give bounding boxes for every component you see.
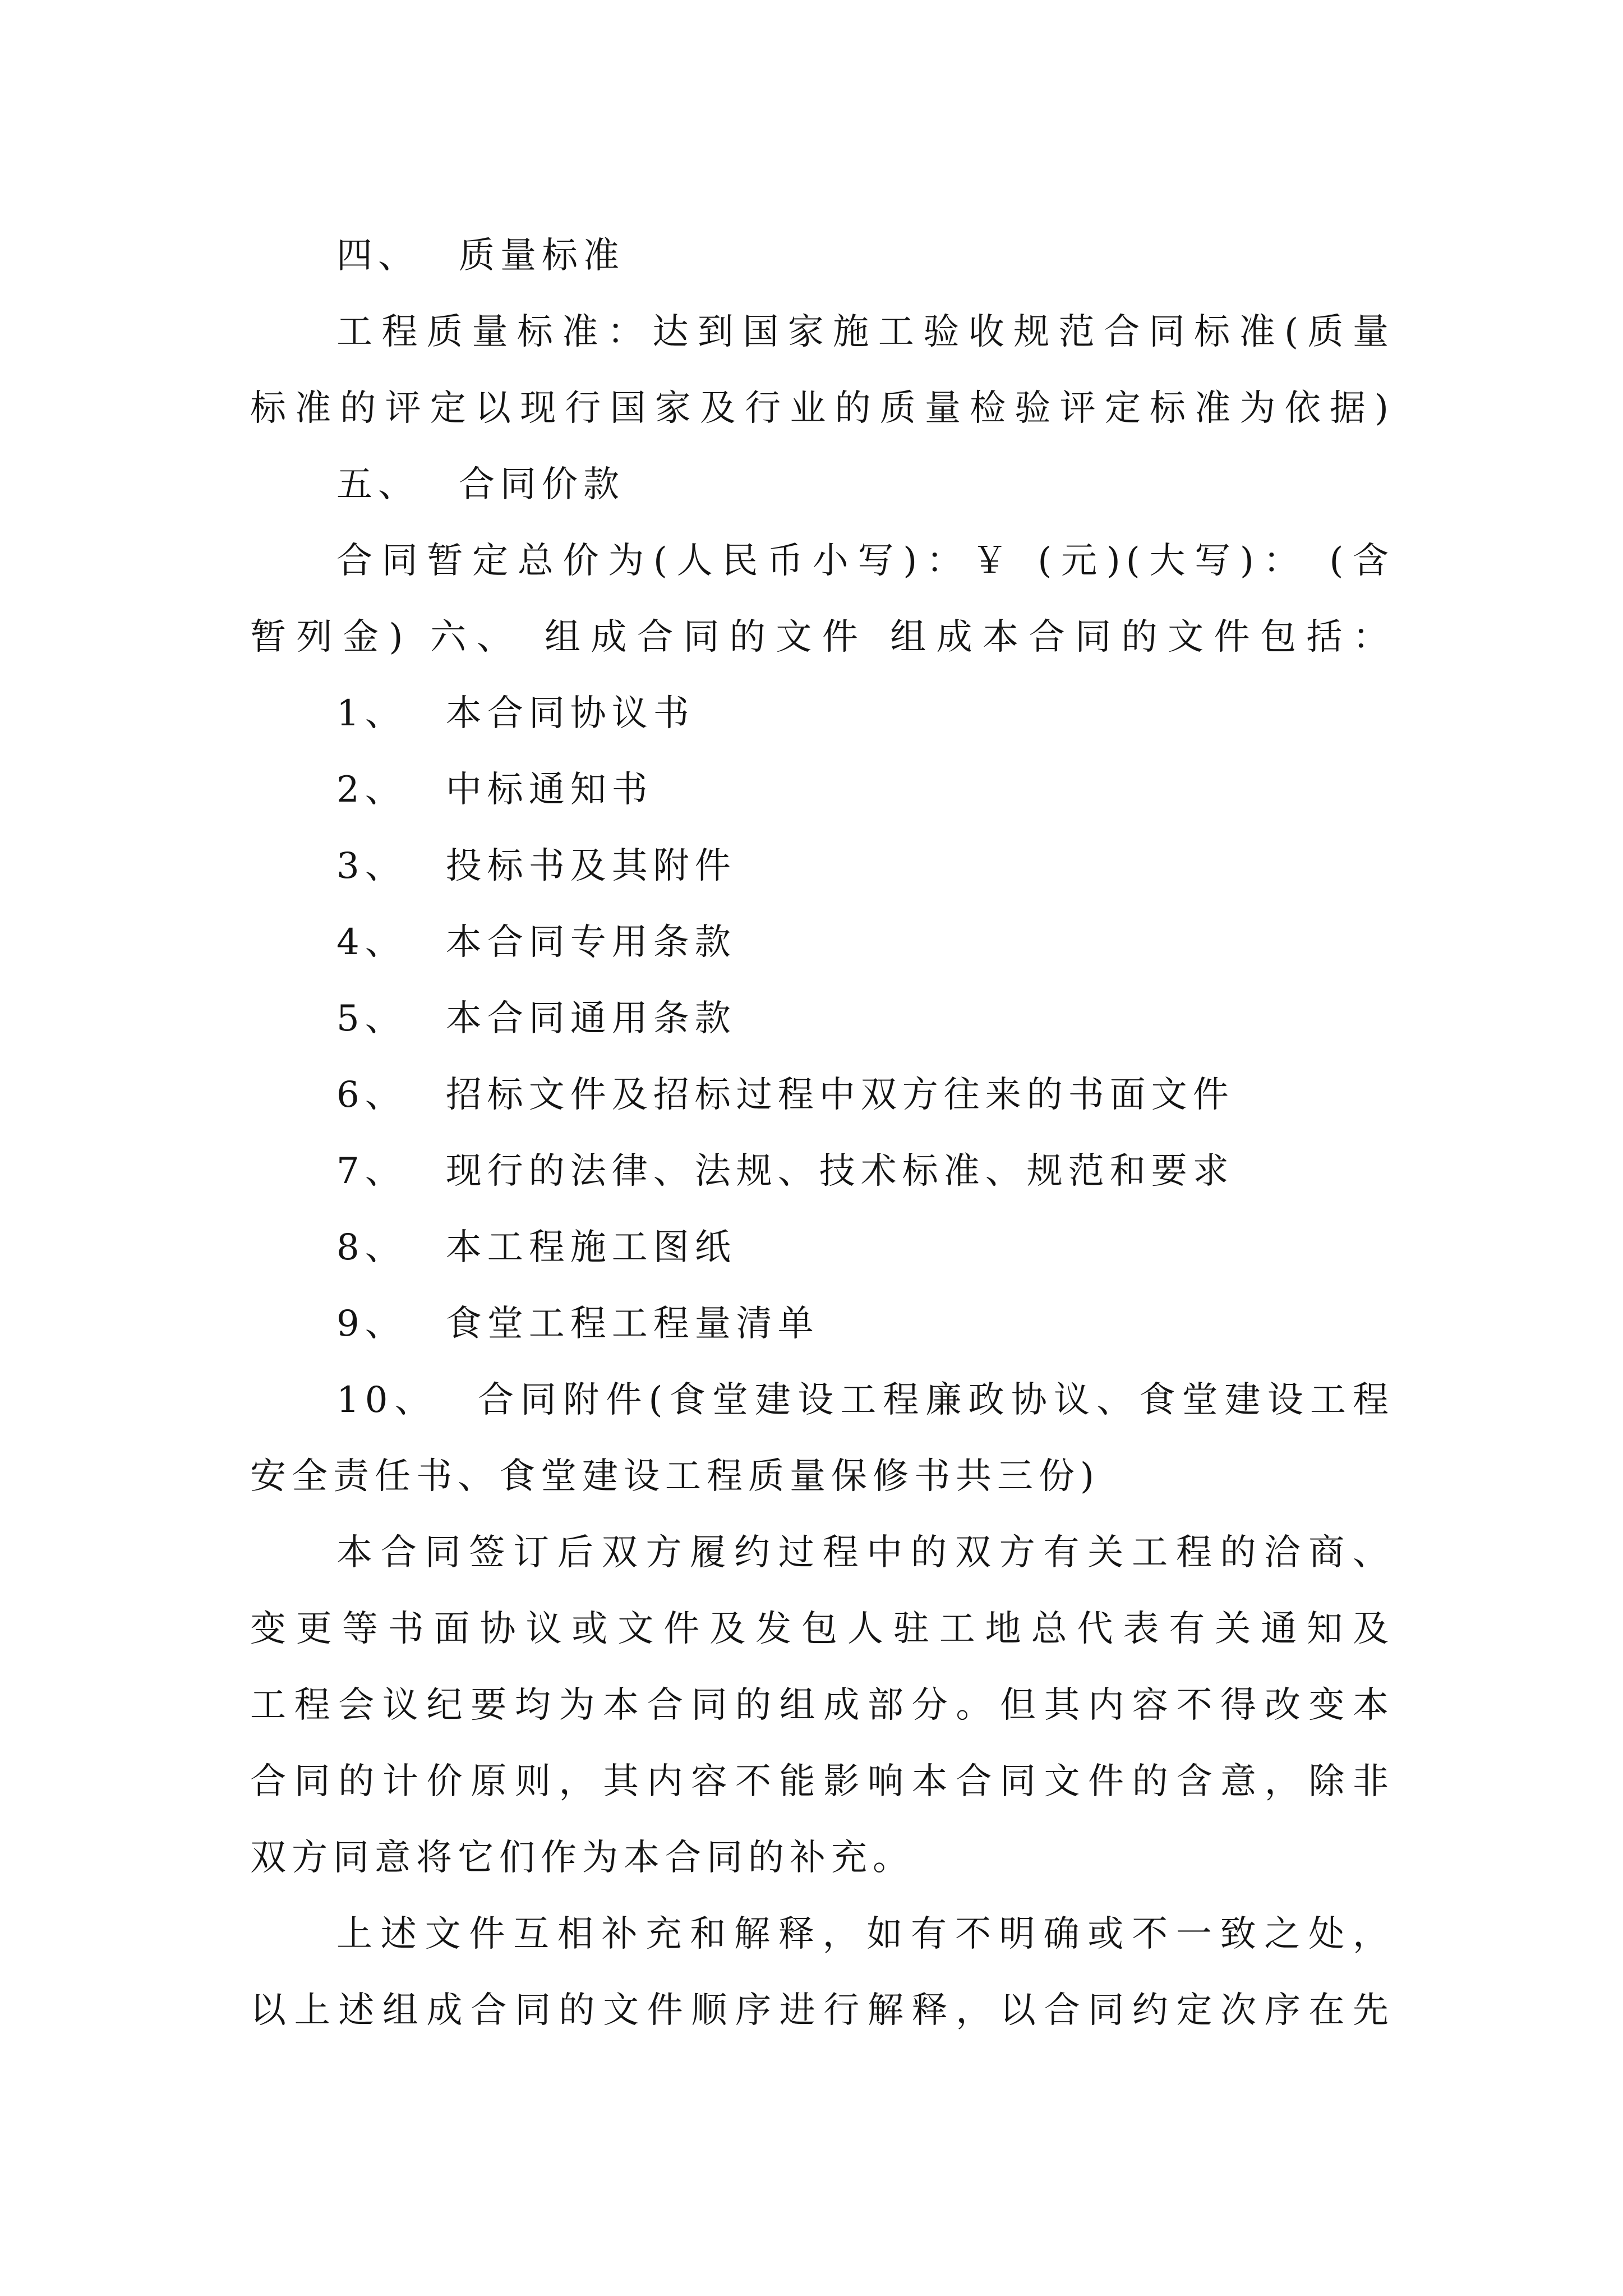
text-line <box>250 904 1394 981</box>
list-number: 1、 <box>336 693 407 734</box>
line-text: 质量标准 <box>459 235 625 277</box>
line-text: 现行的法律、法规、技术标准、规范和要求 <box>445 1151 1234 1192</box>
text-line <box>250 370 1394 447</box>
line-text: 本工程施工图纸 <box>445 1227 736 1268</box>
text-line <box>250 752 1394 828</box>
line-text: 本合同通用条款 <box>445 998 736 1039</box>
line-text: 工程会议纪要均为本合同的组成部分。但其内容不得改变本 <box>250 1685 1394 1726</box>
text-line <box>250 1820 1394 1896</box>
line-text: 上述文件互相补充和解释，如有不明确或不一致之处， <box>336 1913 1394 1955</box>
line-text: 标准的评定以现行国家及行业的质量检验评定标准为依据) <box>250 388 1394 429</box>
text-line <box>250 523 1394 599</box>
line-text: 本合同专用条款 <box>445 922 736 963</box>
list-number: 四、 <box>336 235 419 277</box>
text-line <box>250 828 1394 904</box>
list-number: 6、 <box>336 1074 407 1116</box>
list-number: 3、 <box>336 845 407 887</box>
line-text: 安全责任书、食堂建设工程质量保修书共三份) <box>250 1456 1100 1497</box>
line-text: 合同价款 <box>459 464 625 505</box>
text-line <box>250 599 1394 675</box>
line-text: 暂列金) 六、 组成合同的文件 组成本合同的文件包括： <box>250 616 1394 658</box>
list-number: 2、 <box>336 769 407 811</box>
line-text: 本合同协议书 <box>445 693 695 734</box>
line-text: 变更等书面协议或文件及发包人驻工地总代表有关通知及 <box>250 1608 1394 1650</box>
list-number: 4、 <box>336 922 407 963</box>
text-line <box>250 1362 1394 1438</box>
line-text: 本合同签订后双方履约过程中的双方有关工程的洽商、 <box>336 1532 1394 1573</box>
list-number: 五、 <box>336 464 419 505</box>
text-line <box>250 1667 1394 1743</box>
list-number: 9、 <box>336 1303 407 1345</box>
list-number: 7、 <box>336 1151 407 1192</box>
text-line <box>250 1896 1394 1972</box>
text-line <box>250 1743 1394 1820</box>
line-text: 合同暂定总价为(人民币小写)：￥ (元)(大写)： (含 <box>336 540 1394 582</box>
text-line <box>250 1057 1394 1133</box>
line-text: 工程质量标准：达到国家施工验收规范合同标准(质量 <box>336 311 1394 353</box>
list-number: 10、 <box>336 1379 437 1421</box>
text-line <box>250 1438 1394 1515</box>
line-text: 中标通知书 <box>445 769 653 811</box>
text-line <box>250 1591 1394 1667</box>
text-line <box>250 1515 1394 1591</box>
line-text: 合同附件(食堂建设工程廉政协议、食堂建设工程 <box>476 1379 1395 1421</box>
text-line <box>250 1133 1394 1209</box>
line-text: 招标文件及招标过程中双方往来的书面文件 <box>445 1074 1234 1116</box>
line-text: 合同的计价原则，其内容不能影响本合同文件的含意，除非 <box>250 1761 1394 1802</box>
text-line <box>250 294 1394 370</box>
list-number: 8、 <box>336 1227 407 1268</box>
text-line <box>250 218 1394 294</box>
line-text: 以上述组成合同的文件顺序进行解释，以合同约定次序在先 <box>250 1990 1394 2031</box>
text-line <box>250 1286 1394 1362</box>
line-text: 双方同意将它们作为本合同的补充。 <box>250 1837 914 1879</box>
document-page <box>250 218 1394 2049</box>
list-number: 5、 <box>336 998 407 1039</box>
text-line <box>250 981 1394 1057</box>
text-line <box>250 675 1394 752</box>
text-line <box>250 1972 1394 2049</box>
text-line <box>250 447 1394 523</box>
text-line <box>250 1209 1394 1286</box>
line-text: 食堂工程工程量清单 <box>445 1303 819 1345</box>
line-text: 投标书及其附件 <box>445 845 736 887</box>
